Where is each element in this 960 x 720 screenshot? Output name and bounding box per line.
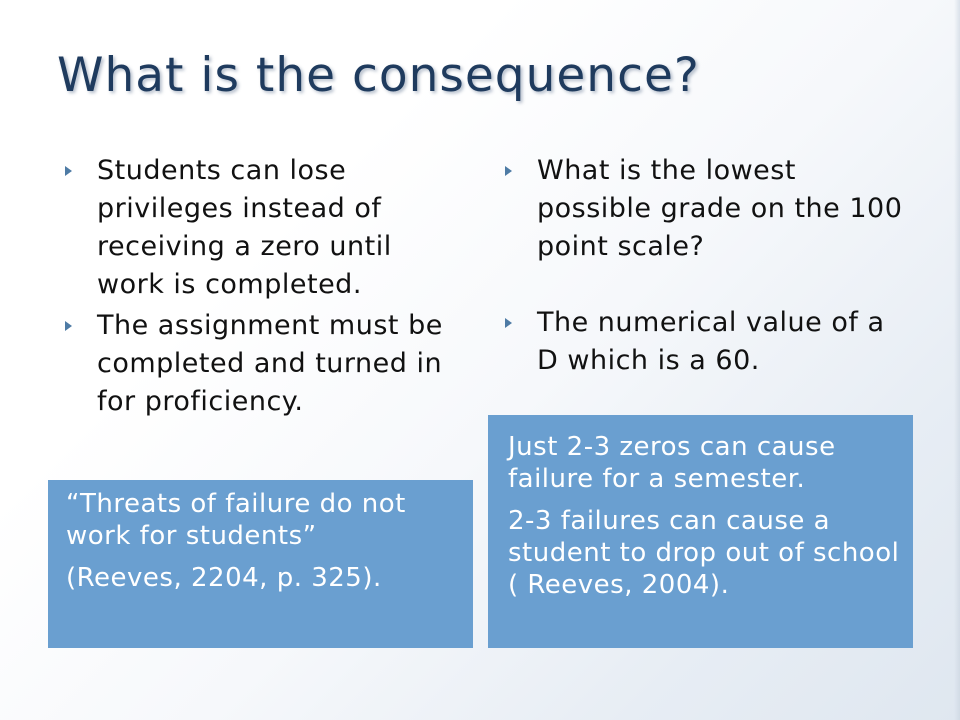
fact-box: [488, 415, 913, 648]
triangle-bullet-icon: [505, 166, 512, 176]
bullet-text: The assignment must be completed and turned in for proficiency.: [97, 310, 443, 417]
right-bullet-list: [505, 152, 905, 380]
quote-text: “Threats of failure do not work for students”: [66, 489, 406, 551]
triangle-bullet-icon: [65, 321, 72, 331]
list-item: [505, 304, 905, 380]
list-item: [65, 152, 445, 304]
bullet-text: The numerical value of a D which is a 60.: [537, 307, 885, 376]
triangle-bullet-icon: [505, 318, 512, 328]
list-item: [65, 307, 445, 421]
slide-title: What is the consequence?: [57, 48, 700, 103]
bullet-text: Students can lose privileges instead of receiving a zero until work is completed.: [97, 155, 392, 300]
quote-box: [48, 480, 473, 648]
quote-citation: (Reeves, 2204, p. 325).: [66, 563, 382, 593]
bullet-text: What is the lowest possible grade on the 100 point scale?: [537, 155, 903, 262]
fact-text-failures: 2-3 failures can cause a student to drop out of school ( Reeves, 2004).: [508, 506, 900, 600]
left-bullet-list: [65, 152, 445, 424]
triangle-bullet-icon: [65, 166, 72, 176]
edge-shadow: [954, 0, 960, 720]
list-item: [505, 152, 905, 266]
fact-text-zeros: Just 2-3 zeros can cause failure for a semester.: [508, 432, 836, 494]
